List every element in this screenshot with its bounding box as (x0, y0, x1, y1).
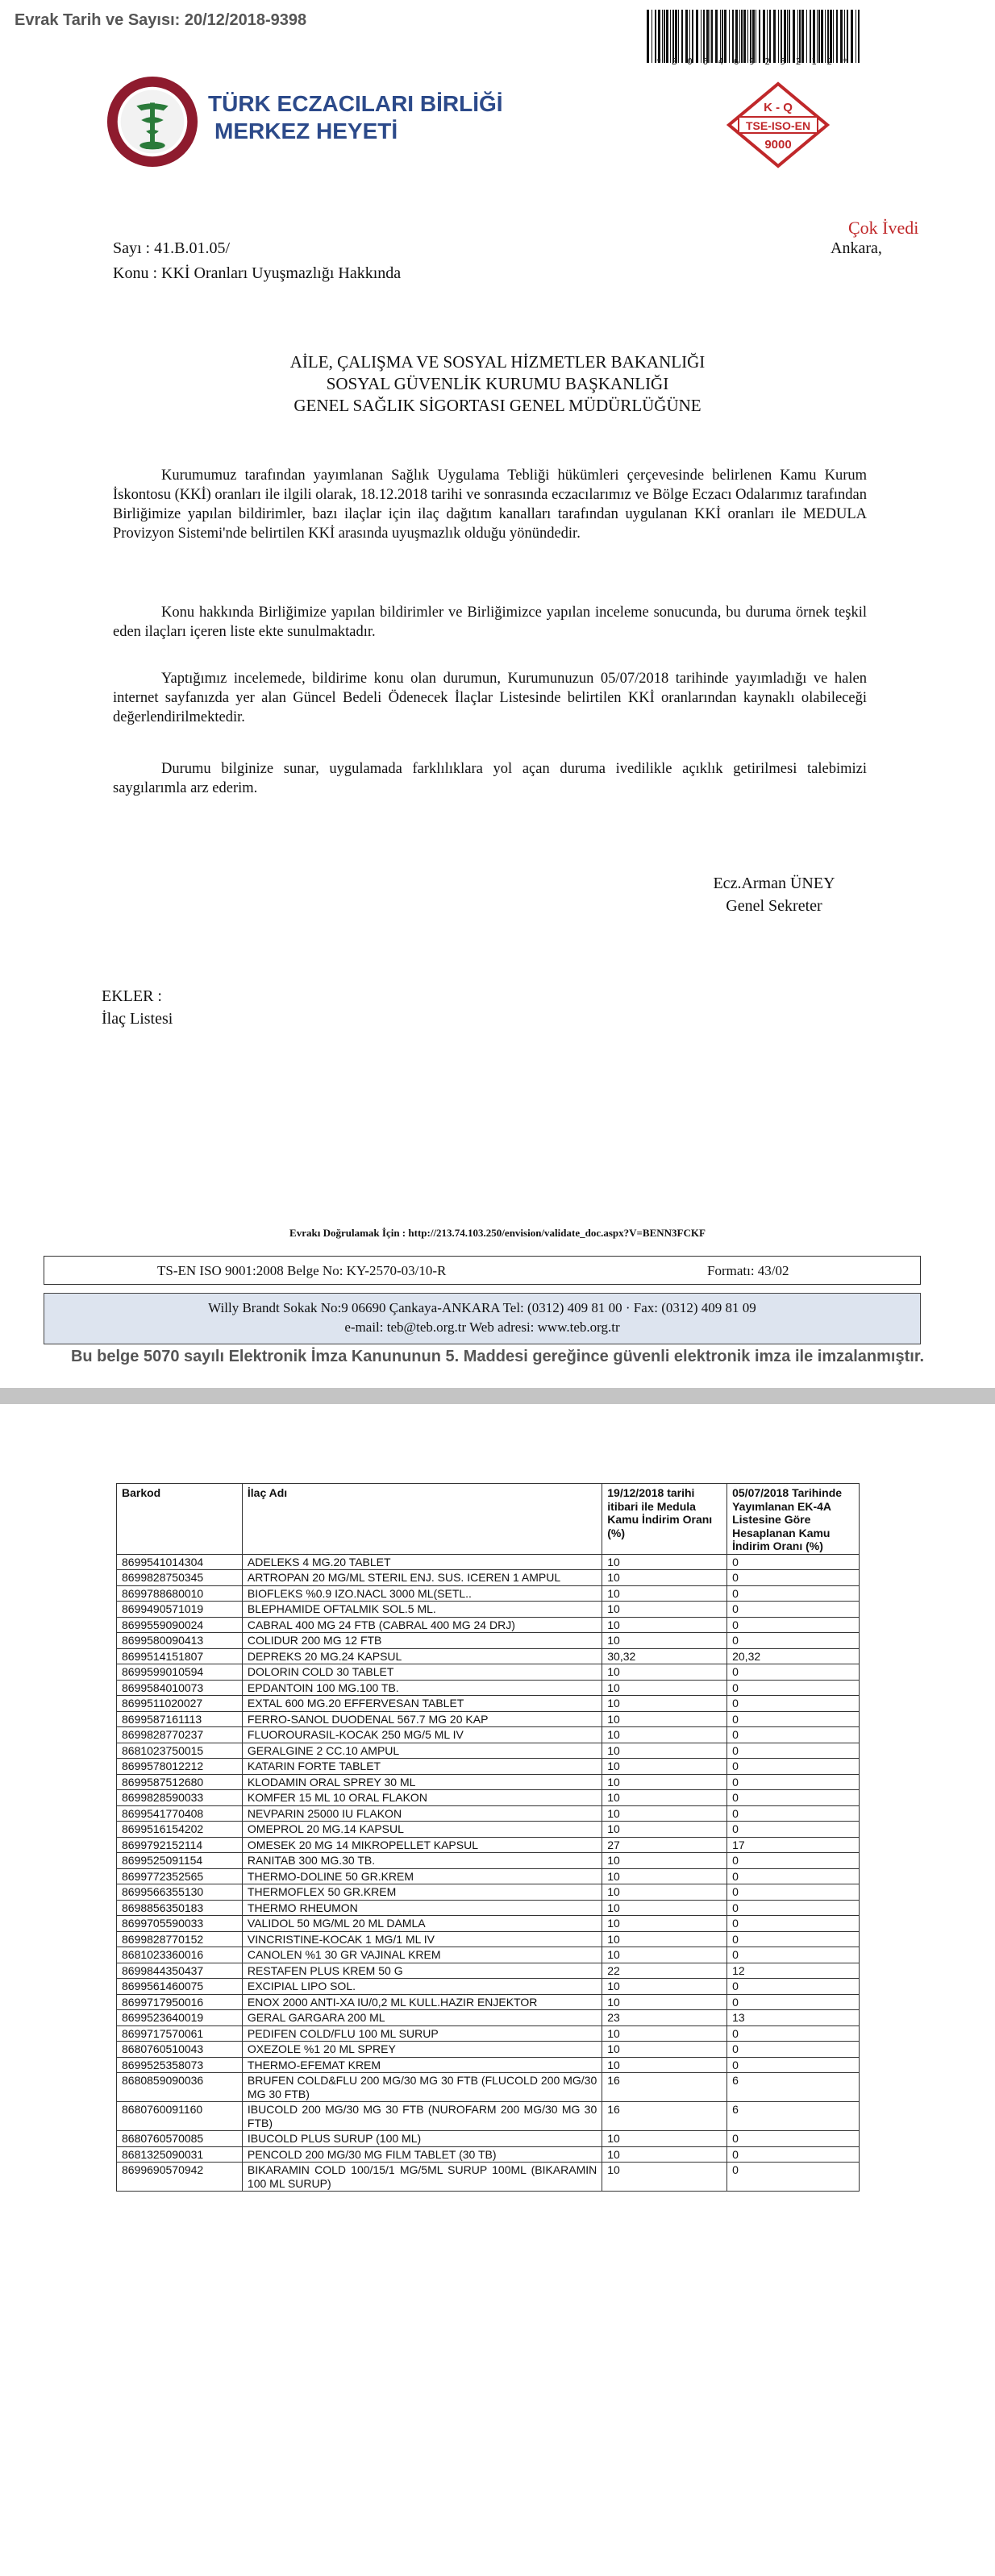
barcode-bar (735, 10, 738, 63)
barcode-bar (844, 10, 845, 63)
cell-ek4a-rate: 0 (727, 1680, 860, 1696)
cell-medula-rate: 10 (602, 2042, 727, 2058)
cell-ek4a-rate: 6 (727, 2073, 860, 2102)
table-row (117, 2073, 860, 2102)
barcode-bar (706, 10, 709, 63)
cell-ek4a-rate: 0 (727, 1570, 860, 1586)
barcode-bar (817, 10, 818, 63)
table-row (117, 2010, 860, 2026)
cell-ek4a-rate: 0 (727, 1994, 860, 2010)
cell-drug-name: THERMO RHEUMON (242, 1900, 602, 1916)
barcode-bar (720, 10, 721, 63)
document-number: Evrak Tarih ve Sayısı: 20/12/2018-9398 (15, 11, 307, 29)
cell-drug-name: COLIDUR 200 MG 12 FTB (242, 1633, 602, 1649)
cell-drug-name: OMEPROL 20 MG.14 KAPSUL (242, 1822, 602, 1838)
table-row (117, 1916, 860, 1932)
cell-barcode: 8699525091154 (117, 1853, 243, 1869)
cell-barcode: 8699772352565 (117, 1868, 243, 1884)
cell-medula-rate: 10 (602, 1602, 727, 1618)
cell-medula-rate: 10 (602, 1931, 727, 1947)
org-unit: MERKEZ HEYETİ (214, 118, 398, 143)
cell-ek4a-rate: 0 (727, 2163, 860, 2192)
cell-medula-rate: 10 (602, 1696, 727, 1712)
cell-medula-rate: 10 (602, 1727, 727, 1743)
cell-medula-rate: 10 (602, 1759, 727, 1775)
cell-drug-name: VALIDOL 50 MG/ML 20 ML DAMLA (242, 1916, 602, 1932)
barcode-bar (750, 10, 751, 63)
table-row (117, 1680, 860, 1696)
barcode-bar (851, 10, 853, 63)
cell-ek4a-rate: 0 (727, 1947, 860, 1963)
table-row (117, 1727, 860, 1743)
barcode-bar (818, 10, 820, 63)
cell-drug-name: PEDIFEN COLD/FLU 100 ML SURUP (242, 2025, 602, 2042)
cell-medula-rate: 10 (602, 2025, 727, 2042)
table-row (117, 2057, 860, 2073)
table-row (117, 1979, 860, 1995)
barcode-bar (703, 10, 705, 63)
body-paragraph: Yaptığımız incelemede, bildirime konu olan durumun, Kurumunuzun 05/07/2018 tarihinde yayımladığı ve halen internet sayfanızda yer alan Güncel Bedeli Ödenecek İlaçlar Listesinde belirtilen KKİ oranlarından kaynaklı olabileceği değerlendirilmektedir. (113, 671, 867, 725)
cell-ek4a-rate: 0 (727, 2146, 860, 2163)
cell-medula-rate: 27 (602, 1837, 727, 1853)
cell-barcode: 8699705590033 (117, 1916, 243, 1932)
table-row (117, 1994, 860, 2010)
cell-drug-name: NEVPARIN 25000 IU FLAKON (242, 1805, 602, 1822)
barcode-bar (806, 10, 807, 63)
barcode-bar (722, 10, 723, 63)
address-line: Willy Brandt Sokak No:9 06690 Çankaya-ANKARA Tel: (0312) 409 81 00 · Fax: (0312) 409 81 09 (208, 1300, 756, 1315)
cell-drug-name: PENCOLD 200 MG/30 MG FILM TABLET (30 TB) (242, 2146, 602, 2163)
cell-barcode: 8699523640019 (117, 2010, 243, 2026)
verification-link[interactable]: Evrakı Doğrulamak İçin : http://213.74.103.250/envision/validate_doc.aspx?V=BENN3FCKF (289, 1227, 706, 1239)
cell-barcode: 8680760091160 (117, 2102, 243, 2131)
table-row (117, 1947, 860, 1963)
cell-drug-name: OXEZOLE %1 20 ML SPREY (242, 2042, 602, 2058)
cell-ek4a-rate: 0 (727, 1979, 860, 1995)
cell-medula-rate: 10 (602, 1805, 727, 1822)
kq-label: K - Q (764, 101, 793, 114)
table-row (117, 1696, 860, 1712)
barcode-bar (767, 10, 768, 63)
barcode-bar (759, 10, 760, 63)
barcode-bar (655, 10, 656, 63)
table-row (117, 1633, 860, 1649)
cell-medula-rate: 10 (602, 1947, 727, 1963)
signer-title: Genel Sekreter (726, 897, 822, 915)
cell-barcode: 8699587512680 (117, 1774, 243, 1790)
barcode-bar (793, 10, 795, 63)
cell-ek4a-rate: 20,32 (727, 1648, 860, 1664)
barcode-bar (799, 10, 801, 63)
barcode-bar (789, 10, 790, 63)
barcode-bar (827, 10, 829, 63)
attachments-label: EKLER : (102, 987, 162, 1005)
cell-medula-rate: 10 (602, 1570, 727, 1586)
cell-drug-name: DOLORIN COLD 30 TABLET (242, 1664, 602, 1681)
cell-barcode: 8699717570061 (117, 2025, 243, 2042)
barcode-bar (833, 10, 834, 63)
table-row (117, 1759, 860, 1775)
barcode-bar (739, 10, 740, 63)
cell-barcode: 8699844350437 (117, 1963, 243, 1979)
cell-medula-rate: 10 (602, 1617, 727, 1633)
barcode-bar (813, 10, 815, 63)
cell-barcode: 8699541014304 (117, 1554, 243, 1570)
addressee-block (0, 351, 995, 417)
barcode-bar (797, 10, 798, 63)
cell-medula-rate: 10 (602, 1633, 727, 1649)
cell-ek4a-rate: 0 (727, 1790, 860, 1806)
cell-barcode: 8699566355130 (117, 1884, 243, 1901)
cell-barcode: 8699828590033 (117, 1790, 243, 1806)
cell-drug-name: KATARIN FORTE TABLET (242, 1759, 602, 1775)
document-sayi: Sayı : 41.B.01.05/ (113, 239, 231, 257)
cell-medula-rate: 30,32 (602, 1648, 727, 1664)
cell-barcode: 8699514151807 (117, 1648, 243, 1664)
cell-drug-name: EXTAL 600 MG.20 EFFERVESAN TABLET (242, 1696, 602, 1712)
cell-barcode: 8699690570942 (117, 2163, 243, 2192)
table-row (117, 1664, 860, 1681)
cell-ek4a-rate: 0 (727, 1759, 860, 1775)
cell-barcode: 8699587161113 (117, 1711, 243, 1727)
cell-ek4a-rate: 0 (727, 1900, 860, 1916)
barcode-bar (830, 10, 832, 63)
cell-ek4a-rate: 13 (727, 2010, 860, 2026)
cell-barcode: 8699788680010 (117, 1585, 243, 1602)
table-row (117, 1585, 860, 1602)
table-row (117, 1853, 860, 1869)
barcode-bar (689, 10, 690, 63)
cell-medula-rate: 16 (602, 2102, 727, 2131)
iso-number: 9000 (764, 138, 792, 152)
cell-barcode: 8699490571019 (117, 1602, 243, 1618)
header-barcode: Barkod (117, 1484, 243, 1555)
attachments-block (102, 985, 173, 1030)
certificate-box (44, 1256, 921, 1285)
cell-ek4a-rate: 0 (727, 2131, 860, 2147)
cell-drug-name: GERALGINE 2 CC.10 AMPUL (242, 1743, 602, 1759)
addressee-line: AİLE, ÇALIŞMA VE SOSYAL HİZMETLER BAKANLIĞI (289, 352, 706, 372)
table-row (117, 2163, 860, 2192)
cell-ek4a-rate: 0 (727, 1805, 860, 1822)
table-row (117, 1900, 860, 1916)
barcode-bar (787, 10, 788, 63)
body-paragraph: Konu hakkında Birliğimize yapılan bildirimler ve Birliğimizce yapılan inceleme sonucunda, bu duruma örnek teşkil eden ilaçları içeren liste ekte sunulmaktadır. (113, 605, 867, 640)
cell-medula-rate: 10 (602, 1680, 727, 1696)
cell-barcode: 8699516154202 (117, 1822, 243, 1838)
barcode-bar (840, 10, 843, 63)
barcode-bar (724, 10, 726, 63)
barcode-bar (825, 10, 826, 63)
table-row (117, 1963, 860, 1979)
barcode-bar (666, 10, 668, 63)
cell-ek4a-rate: 0 (727, 2042, 860, 2058)
barcode-bar (662, 10, 663, 63)
header-medula-rate: 19/12/2018 tarihi itibari ile Medula Kamu İndirim Oranı (%) (602, 1484, 727, 1555)
cell-drug-name: BIKARAMIN COLD 100/15/1 MG/5ML SURUP 100ML (BIKARAMIN 100 ML SURUP) (242, 2163, 602, 2192)
cell-drug-name: IBUCOLD 200 MG/30 MG 30 FTB (NUROFARM 200 MG/30 MG 30 FTB) (242, 2102, 602, 2131)
cell-medula-rate: 10 (602, 1884, 727, 1901)
cell-drug-name: ENOX 2000 ANTI-XA IU/0,2 ML KULL.HAZIR ENJEKTOR (242, 1994, 602, 2010)
cell-barcode: 8699578012212 (117, 1759, 243, 1775)
cell-drug-name: CABRAL 400 MG 24 FTB (CABRAL 400 MG 24 DRJ) (242, 1617, 602, 1633)
barcode-bar (672, 10, 674, 63)
tse-label: TSE-ISO-EN (745, 119, 811, 132)
cell-ek4a-rate: 0 (727, 2057, 860, 2073)
cell-drug-name: ADELEKS 4 MG.20 TABLET (242, 1554, 602, 1570)
barcode-image (645, 10, 861, 63)
table-row (117, 1822, 860, 1838)
table-header-row (117, 1484, 860, 1555)
org-title (208, 90, 503, 145)
cell-barcode: 8698856350183 (117, 1900, 243, 1916)
table-row (117, 1554, 860, 1570)
subject-line: Konu : KKİ Oranları Uyuşmazlığı Hakkında (113, 264, 402, 282)
barcode-bar (769, 10, 771, 63)
cell-drug-name: RESTAFEN PLUS KREM 50 G (242, 1963, 602, 1979)
addressee-line: SOSYAL GÜVENLİK KURUMU BAŞKANLIĞI (326, 374, 669, 393)
cell-medula-rate: 10 (602, 1743, 727, 1759)
barcode-bar (763, 10, 765, 63)
barcode-bar (670, 10, 671, 63)
barcode-bar (732, 10, 734, 63)
header-drug-name: İlaç Adı (242, 1484, 602, 1555)
table-row (117, 1774, 860, 1790)
kq-tse-mark (726, 81, 831, 169)
cell-barcode: 8699792152114 (117, 1837, 243, 1853)
cell-ek4a-rate: 0 (727, 1617, 860, 1633)
cell-drug-name: THERMO-EFEMAT KREM (242, 2057, 602, 2073)
table-row (117, 2102, 860, 2131)
cell-barcode: 8699584010073 (117, 1680, 243, 1696)
barcode-bar (685, 10, 688, 63)
barcode-bar (658, 10, 660, 63)
table-row (117, 2025, 860, 2042)
attachment-item: İlaç Listesi (102, 1010, 173, 1028)
barcode-bar (810, 10, 811, 63)
table-row (117, 1931, 860, 1947)
cell-drug-name: GERAL GARGARA 200 ML (242, 2010, 602, 2026)
cell-medula-rate: 10 (602, 2163, 727, 2192)
barcode-bar (773, 10, 776, 63)
cell-medula-rate: 10 (602, 1822, 727, 1838)
cell-drug-name: CANOLEN %1 30 GR VAJINAL KREM (242, 1947, 602, 1963)
cell-ek4a-rate: 0 (727, 1853, 860, 1869)
cell-barcode: 8680859090036 (117, 2073, 243, 2102)
barcode-bar (696, 10, 698, 63)
cell-medula-rate: 10 (602, 1774, 727, 1790)
cell-barcode: 8699828770152 (117, 1931, 243, 1947)
cell-drug-name: VINCRISTINE-KOCAK 1 MG/1 ML IV (242, 1931, 602, 1947)
table-row (117, 1711, 860, 1727)
cell-medula-rate: 10 (602, 1979, 727, 1995)
cell-drug-name: BRUFEN COLD&FLU 200 MG/30 MG 30 FTB (FLUCOLD 200 MG/30 MG 30 FTB) (242, 2073, 602, 2102)
table-row (117, 1648, 860, 1664)
cell-medula-rate: 10 (602, 1664, 727, 1681)
barcode-bar (836, 10, 838, 63)
cell-drug-name: KOMFER 15 ML 10 ORAL FLAKON (242, 1790, 602, 1806)
certificate-text: TS-EN ISO 9001:2008 Belge No: KY-2570-03/10-R (157, 1263, 447, 1278)
cell-drug-name: ARTROPAN 20 MG/ML STERIL ENJ. SUS. ICEREN 1 AMPUL (242, 1570, 602, 1586)
barcode-bar (743, 10, 746, 63)
cell-medula-rate: 10 (602, 1554, 727, 1570)
cell-ek4a-rate: 0 (727, 2025, 860, 2042)
barcode-bar (692, 10, 693, 63)
cell-medula-rate: 10 (602, 1916, 727, 1932)
table-row (117, 2146, 860, 2163)
cell-drug-name: BLEPHAMIDE OFTALMIK SOL.5 ML. (242, 1602, 602, 1618)
cell-medula-rate: 10 (602, 1585, 727, 1602)
table-row (117, 1790, 860, 1806)
cell-medula-rate: 10 (602, 1868, 727, 1884)
signer-name: Ecz.Arman ÜNEY (713, 875, 835, 892)
barcode-bar (675, 10, 677, 63)
cell-ek4a-rate: 0 (727, 1727, 860, 1743)
place-label: Ankara, (831, 239, 882, 257)
format-text: Formatı: 43/02 (707, 1263, 789, 1278)
cell-ek4a-rate: 0 (727, 1711, 860, 1727)
signature-block (629, 872, 919, 917)
cell-barcode: 8681023750015 (117, 1743, 243, 1759)
cell-ek4a-rate: 0 (727, 1884, 860, 1901)
barcode-bar (747, 10, 748, 63)
cell-barcode: 8699717950016 (117, 1994, 243, 2010)
table-row (117, 1570, 860, 1586)
cell-medula-rate: 10 (602, 1790, 727, 1806)
table-row (117, 2042, 860, 2058)
cell-barcode: 8680760570085 (117, 2131, 243, 2147)
cell-ek4a-rate: 17 (727, 1837, 860, 1853)
table-row (117, 2131, 860, 2147)
table-row (117, 1602, 860, 1618)
barcode-bar (678, 10, 679, 63)
address-box (44, 1293, 921, 1344)
cell-drug-name: THERMO-DOLINE 50 GR.KREM (242, 1868, 602, 1884)
barcode-bar (711, 10, 713, 63)
cell-barcode: 8699541770408 (117, 1805, 243, 1822)
cell-medula-rate: 10 (602, 2146, 727, 2163)
barcode-bar (784, 10, 786, 63)
barcode-bar (752, 10, 755, 63)
table-row (117, 1884, 860, 1901)
cell-barcode: 8699828750345 (117, 1570, 243, 1586)
cell-ek4a-rate: 0 (727, 1822, 860, 1838)
cell-ek4a-rate: 0 (727, 1868, 860, 1884)
barcode-bar (741, 10, 743, 63)
barcode-bar (647, 10, 649, 63)
cell-medula-rate: 10 (602, 1994, 727, 2010)
table-row (117, 1868, 860, 1884)
cell-ek4a-rate: 0 (727, 1931, 860, 1947)
cell-medula-rate: 10 (602, 2057, 727, 2073)
cell-medula-rate: 23 (602, 2010, 727, 2026)
e-signature-notice: Bu belge 5070 sayılı Elektronik İmza Kanununun 5. Maddesi gereğince güvenli elektronik imza ile imzalanmıştır. (70, 1348, 925, 1365)
cell-barcode: 8699599010594 (117, 1664, 243, 1681)
table-row (117, 1837, 860, 1853)
cell-barcode: 8699511020027 (117, 1696, 243, 1712)
cell-ek4a-rate: 0 (727, 1696, 860, 1712)
body-paragraph: Kurumumuz tarafından yayımlanan Sağlık Uygulama Tebliği hükümleri çerçevesinde belirlenen Kamu Kurum İskontosu (KKİ) oranları ile ilgili olarak, 18.12.2018 tarihi ve sonrasında eczacılarımız ve Bölge Eczacı Odalarımız tarafından Birliğimize yapılan bildirimler, bazı ilaçlar için ilaç dağıtım kanalları tarafından uygulanan KKİ oranları ile MEDULA Provizyon Sistemi'nde belirtilen KKİ arasında uyuşmazlık olduğu yönündedir. (113, 467, 867, 542)
cell-barcode: 8681023360016 (117, 1947, 243, 1963)
cell-ek4a-rate: 6 (727, 2102, 860, 2131)
cell-drug-name: EXCIPIAL LIPO SOL. (242, 1979, 602, 1995)
cell-ek4a-rate: 0 (727, 1554, 860, 1570)
cell-drug-name: IBUCOLD PLUS SURUP (100 ML) (242, 2131, 602, 2147)
cell-ek4a-rate: 0 (727, 1774, 860, 1790)
cell-barcode: 8699580090413 (117, 1633, 243, 1649)
page-separator (0, 1388, 995, 1404)
cell-barcode: 8699828770237 (117, 1727, 243, 1743)
barcode-bar (681, 10, 683, 63)
cell-drug-name: KLODAMIN ORAL SPREY 30 ML (242, 1774, 602, 1790)
cell-medula-rate: 10 (602, 1853, 727, 1869)
cell-drug-name: BIOFLEKS %0.9 IZO.NACL 3000 ML(SETL.. (242, 1585, 602, 1602)
barcode-bar (778, 10, 779, 63)
cell-barcode: 8699525358073 (117, 2057, 243, 2073)
contact-line: e-mail: teb@teb.org.tr Web adresi: www.teb.org.tr (344, 1319, 620, 1335)
cell-drug-name: FLUOROURASIL-KOCAK 250 MG/5 ML IV (242, 1727, 602, 1743)
table-row (117, 1743, 860, 1759)
org-name: TÜRK ECZACILARI BİRLİĞİ (208, 91, 503, 116)
cell-ek4a-rate: 0 (727, 1602, 860, 1618)
table-row (117, 1805, 860, 1822)
barcode-bar (781, 10, 782, 63)
cell-medula-rate: 10 (602, 2131, 727, 2147)
cell-ek4a-rate: 0 (727, 1664, 860, 1681)
cell-ek4a-rate: 0 (727, 1916, 860, 1932)
cell-medula-rate: 10 (602, 1900, 727, 1916)
barcode-bar (847, 10, 848, 63)
barcode-bar (821, 10, 823, 63)
cell-medula-rate: 22 (602, 1963, 727, 1979)
cell-barcode: 8699561460075 (117, 1979, 243, 1995)
barcode-bar (858, 10, 860, 63)
cell-medula-rate: 16 (602, 2073, 727, 2102)
drug-list-table (116, 1483, 860, 2192)
cell-drug-name: EPDANTOIN 100 MG.100 TB. (242, 1680, 602, 1696)
barcode-bar (729, 10, 730, 63)
body-paragraph: Durumu bilginize sunar, uygulamada farklılıklara yol açan duruma ivedilikle açıklık getirilmesi talebimizi saygılarımla arz ederim. (113, 761, 867, 796)
cell-drug-name: RANITAB 300 MG.30 TB. (242, 1853, 602, 1869)
cell-drug-name: FERRO-SANOL DUODENAL 567.7 MG 20 KAP (242, 1711, 602, 1727)
cell-ek4a-rate: 0 (727, 1585, 860, 1602)
cell-ek4a-rate: 12 (727, 1963, 860, 1979)
table-row (117, 1617, 860, 1633)
cell-drug-name: OMESEK 20 MG 14 MIKROPELLET KAPSUL (242, 1837, 602, 1853)
cell-medula-rate: 10 (602, 1711, 727, 1727)
cell-barcode: 8681325090031 (117, 2146, 243, 2163)
cell-ek4a-rate: 0 (727, 1633, 860, 1649)
urgency-label: Çok İvedi (848, 218, 919, 238)
cell-drug-name: THERMOFLEX 50 GR.KREM (242, 1884, 602, 1901)
header-ek4a-rate: 05/07/2018 Tarihinde Yayımlanan EK-4A Listesine Göre Hesaplanan Kamu İndirim Oranı (%) (727, 1484, 860, 1555)
barcode-bar (715, 10, 718, 63)
teb-logo (105, 74, 200, 169)
barcode-bar (801, 10, 804, 63)
cell-ek4a-rate: 0 (727, 1743, 860, 1759)
barcode-number: * B 0 6 4 6 9 2 5 2 1 2 * (656, 56, 851, 67)
cell-drug-name: DEPREKS 20 MG.24 KAPSUL (242, 1648, 602, 1664)
addressee-line: GENEL SAĞLIK SİGORTASI GENEL MÜDÜRLÜĞÜNE (294, 396, 701, 415)
cell-barcode: 8699559090024 (117, 1617, 243, 1633)
cell-barcode: 8680760510043 (117, 2042, 243, 2058)
barcode-bar (664, 10, 665, 63)
